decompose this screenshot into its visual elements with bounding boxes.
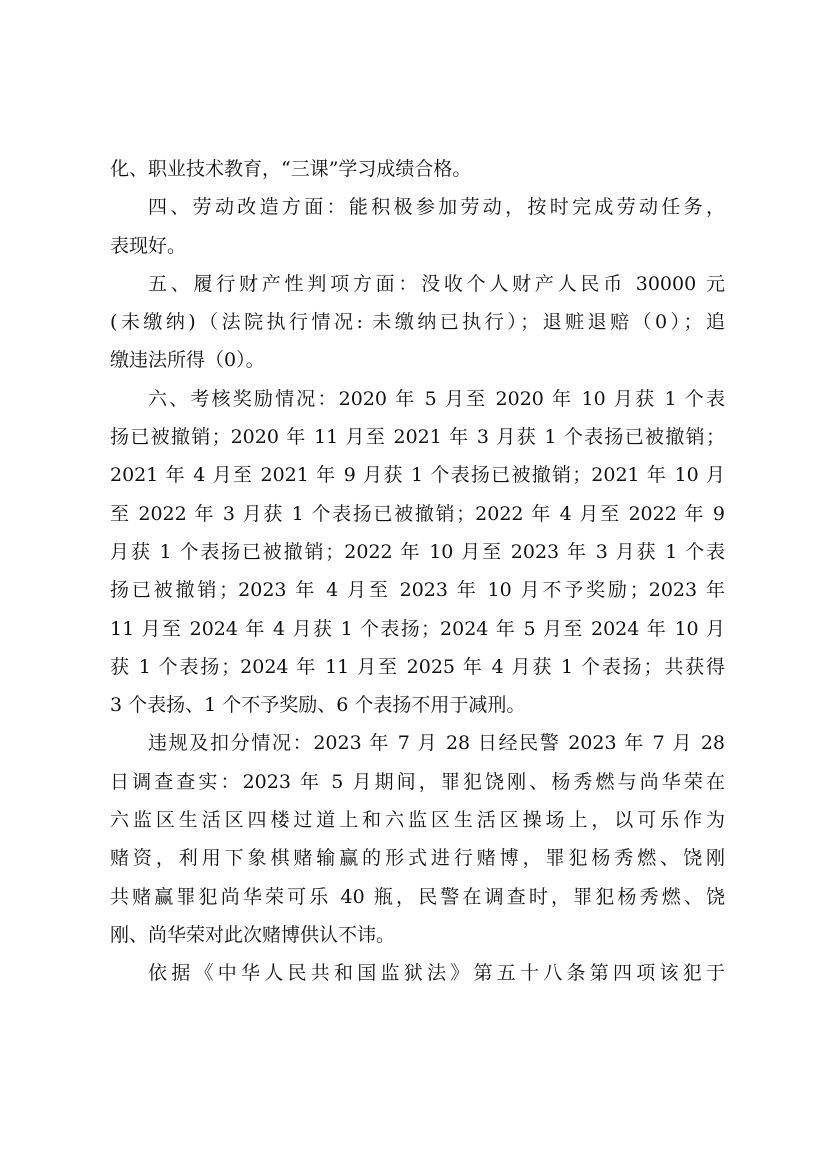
text-line: 四、劳动改造方面：能积极参加劳动，按时完成劳动任务， [148, 196, 725, 219]
document-body [110, 150, 725, 993]
text-line: 化、职业技术教育，“三课”学习成绩合格。 [110, 158, 472, 180]
text-line: (未缴纳)（法院执行情况: 未缴纳已执行）；退赃退赔（0）；追 [110, 311, 725, 334]
text-line: 3 个表扬、1 个不予奖励、6 个表扬不用于减刑。 [110, 694, 526, 717]
text-line: 2021 年 4 月至 2021 年 9 月获 1 个表扬已被撤销；2021 年 10 月 [110, 464, 725, 487]
text-line: 五、履行财产性判项方面：没收个人财产人民币 30000 元 [148, 272, 725, 295]
text-line: 获 1 个表扬；2024 年 11 月至 2025 年 4 月获 1 个表扬；共获得 [110, 655, 725, 678]
text-line: 扬已被撤销；2020 年 11 月至 2021 年 3 月获 1 个表扬已被撤销； [110, 426, 725, 449]
text-line: 表现好。 [110, 234, 187, 257]
text-line: 六、考核奖励情况：2020 年 5 月至 2020 年 10 月获 1 个表 [148, 387, 725, 410]
text-line: 月获 1 个表扬已被撤销；2022 年 10 月至 2023 年 3 月获 1 个表 [110, 540, 725, 563]
text-line: 赌资，利用下象棋赌输赢的形式进行赌博，罪犯杨秀燃、饶刚 [110, 847, 725, 870]
text-line: 依据《中华人民共和国监狱法》第五十八条第四项该犯于 [148, 962, 725, 985]
text-line: 违规及扣分情况：2023 年 7 月 28 日经民警 2023 年 7 月 28 [148, 732, 725, 755]
text-line: 六监区生活区四楼过道上和六监区生活区操场上，以可乐作为 [110, 809, 725, 832]
text-line: 日调查查实：2023 年 5 月期间，罪犯饶刚、杨秀燃与尚华荣在 [110, 770, 725, 793]
text-line: 共赌赢罪犯尚华荣可乐 40 瓶，民警在调查时，罪犯杨秀燃、饶 [110, 885, 725, 908]
text-line: 11 月至 2024 年 4 月获 1 个表扬；2024 年 5 月至 2024 年 10 月 [110, 617, 725, 640]
text-line: 缴违法所得（0）。 [110, 349, 265, 372]
text-line: 扬已被撤销；2023 年 4 月至 2023 年 10 月不予奖励；2023 年 [110, 579, 725, 602]
text-line: 至 2022 年 3 月获 1 个表扬已被撤销；2022 年 4 月至 2022 年 9 [110, 502, 725, 525]
text-line: 刚、尚华荣对此次赌博供认不讳。 [110, 923, 396, 946]
